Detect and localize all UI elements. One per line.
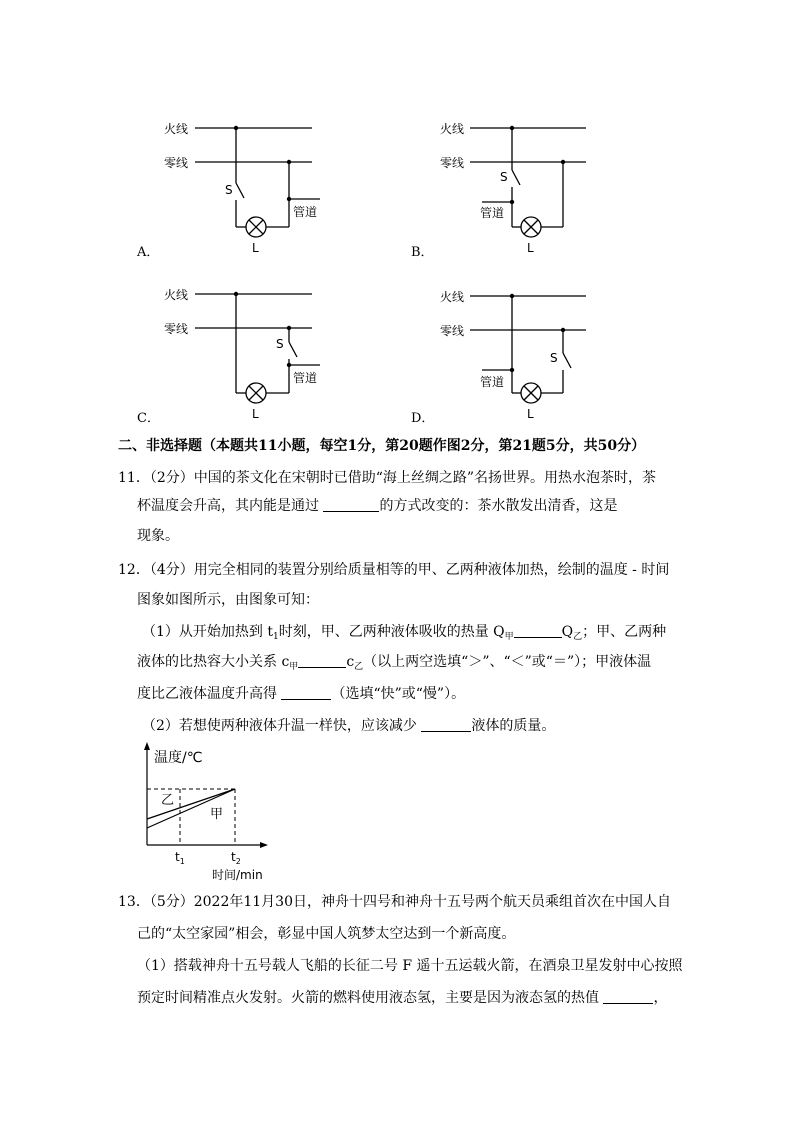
zero-line-label: 零线	[164, 322, 189, 336]
answer-blank[interactable]	[281, 685, 331, 700]
q12-line: 12．（4分）用完全相同的装置分别给质量相等的甲、乙两种液体加热，绘制的温度 - 时间	[118, 562, 670, 578]
option-a-label[interactable]: A．	[137, 245, 160, 260]
tick-t1: $t_1$	[175, 850, 185, 866]
pipe-label: 管道	[480, 206, 505, 220]
q11-text: 的方式改变的：茶水散发出清香，这是	[379, 498, 618, 514]
q13-line: 己的“太空家园”相会，彰显中国人筑梦太空达到一个新高度。	[137, 926, 516, 942]
option-c-label[interactable]: C．	[137, 411, 160, 426]
switch-label: S	[550, 351, 558, 365]
q13-text: ，	[653, 990, 668, 1006]
lamp-label: L	[252, 407, 259, 421]
zero-line-label: 零线	[164, 156, 189, 170]
q12-text: 度比乙液体温度升高得	[137, 686, 282, 702]
pipe-label: 管道	[293, 205, 318, 219]
answer-blank[interactable]	[323, 497, 379, 512]
subscript: 乙	[573, 632, 583, 642]
q11-text: 杯温度会升高，其内能是通过	[137, 498, 324, 514]
q13-line: 13．（5分）2022年11月30日，神舟十四号和神舟十五号两个航天员乘组首次在中国人自	[118, 894, 671, 910]
section-title: 二、非选择题（本题共11小题，每空1分，第20题作图2分，第21题5分，共50分）	[118, 438, 646, 454]
temperature-time-graph	[130, 740, 280, 885]
fire-line-label: 火线	[440, 122, 465, 136]
lamp-label: L	[527, 407, 534, 421]
q12-text: （以上两空选填“＞”、“＜”或“＝”）；甲液体温	[363, 654, 652, 670]
answer-blank[interactable]	[514, 623, 562, 638]
subscript: 甲	[289, 662, 299, 672]
fire-line-label: 火线	[164, 122, 189, 136]
lamp-label: L	[527, 241, 534, 255]
q12-text: ；甲、乙两种	[582, 624, 667, 640]
lamp-label: L	[252, 241, 259, 255]
q12-text: （2）若想使两种液体升温一样快，应该减少	[142, 718, 422, 734]
pipe-label: 管道	[293, 371, 318, 385]
x-axis-arrow	[260, 842, 268, 848]
q12-text: （选填“快”或“慢”）。	[331, 686, 466, 702]
q12-text: 液体的质量。	[471, 718, 556, 734]
q12-text: 液体的比热容大小关系 c	[137, 654, 290, 670]
switch-label: S	[276, 337, 284, 351]
q13-text: 预定时间精准点火发射。火箭的燃料使用液态氢，主要是因为液态氢的热值	[137, 990, 604, 1006]
subscript: 1	[272, 632, 279, 642]
q12-line	[137, 652, 651, 677]
tick-t2: $t_2$	[231, 850, 241, 866]
q11-line	[137, 496, 617, 516]
q12-text: （1）从开始加热到 t	[142, 624, 273, 640]
fire-line-label: 火线	[440, 290, 465, 304]
zero-line-label: 零线	[440, 324, 465, 338]
q12-line	[142, 622, 666, 647]
answer-blank[interactable]	[421, 717, 471, 732]
q12-line	[137, 684, 465, 704]
subscript: 甲	[504, 632, 514, 642]
subscript: 乙	[354, 662, 364, 672]
fire-line-label: 火线	[164, 288, 189, 302]
q12-line	[142, 716, 555, 736]
series-label-jia: 甲	[210, 807, 224, 822]
q12-text: Q	[561, 624, 574, 640]
switch-label: S	[225, 183, 233, 197]
q11-line: 现象。	[137, 528, 179, 544]
x-axis-label: 时间/min	[212, 868, 263, 882]
option-d-label[interactable]: D．	[411, 411, 435, 426]
pipe-label: 管道	[480, 375, 505, 389]
switch-label: S	[500, 170, 508, 184]
q12-text: c	[346, 654, 355, 670]
answer-blank[interactable]	[603, 989, 653, 1004]
option-b-label[interactable]: B．	[411, 245, 434, 260]
q13-line: （1）搭载神舟十五号载人飞船的长征二号 F 遥十五运载火箭，在酒泉卫星发射中心按照	[137, 958, 683, 974]
answer-blank[interactable]	[298, 653, 346, 668]
y-axis-label: 温度/℃	[154, 750, 203, 766]
q11-line: 11．（2分）中国的茶文化在宋朝时已借助“海上丝绸之路”名扬世界。用热水泡茶时，茶	[118, 470, 657, 486]
y-axis-arrow	[144, 742, 150, 750]
q12-text: 时刻，甲、乙两种液体吸收的热量 Q	[278, 624, 505, 640]
q12-line: 图象如图所示，由图象可知：	[137, 592, 319, 608]
q13-line	[137, 988, 667, 1008]
series-label-yi: 乙	[161, 793, 175, 808]
zero-line-label: 零线	[440, 156, 465, 170]
